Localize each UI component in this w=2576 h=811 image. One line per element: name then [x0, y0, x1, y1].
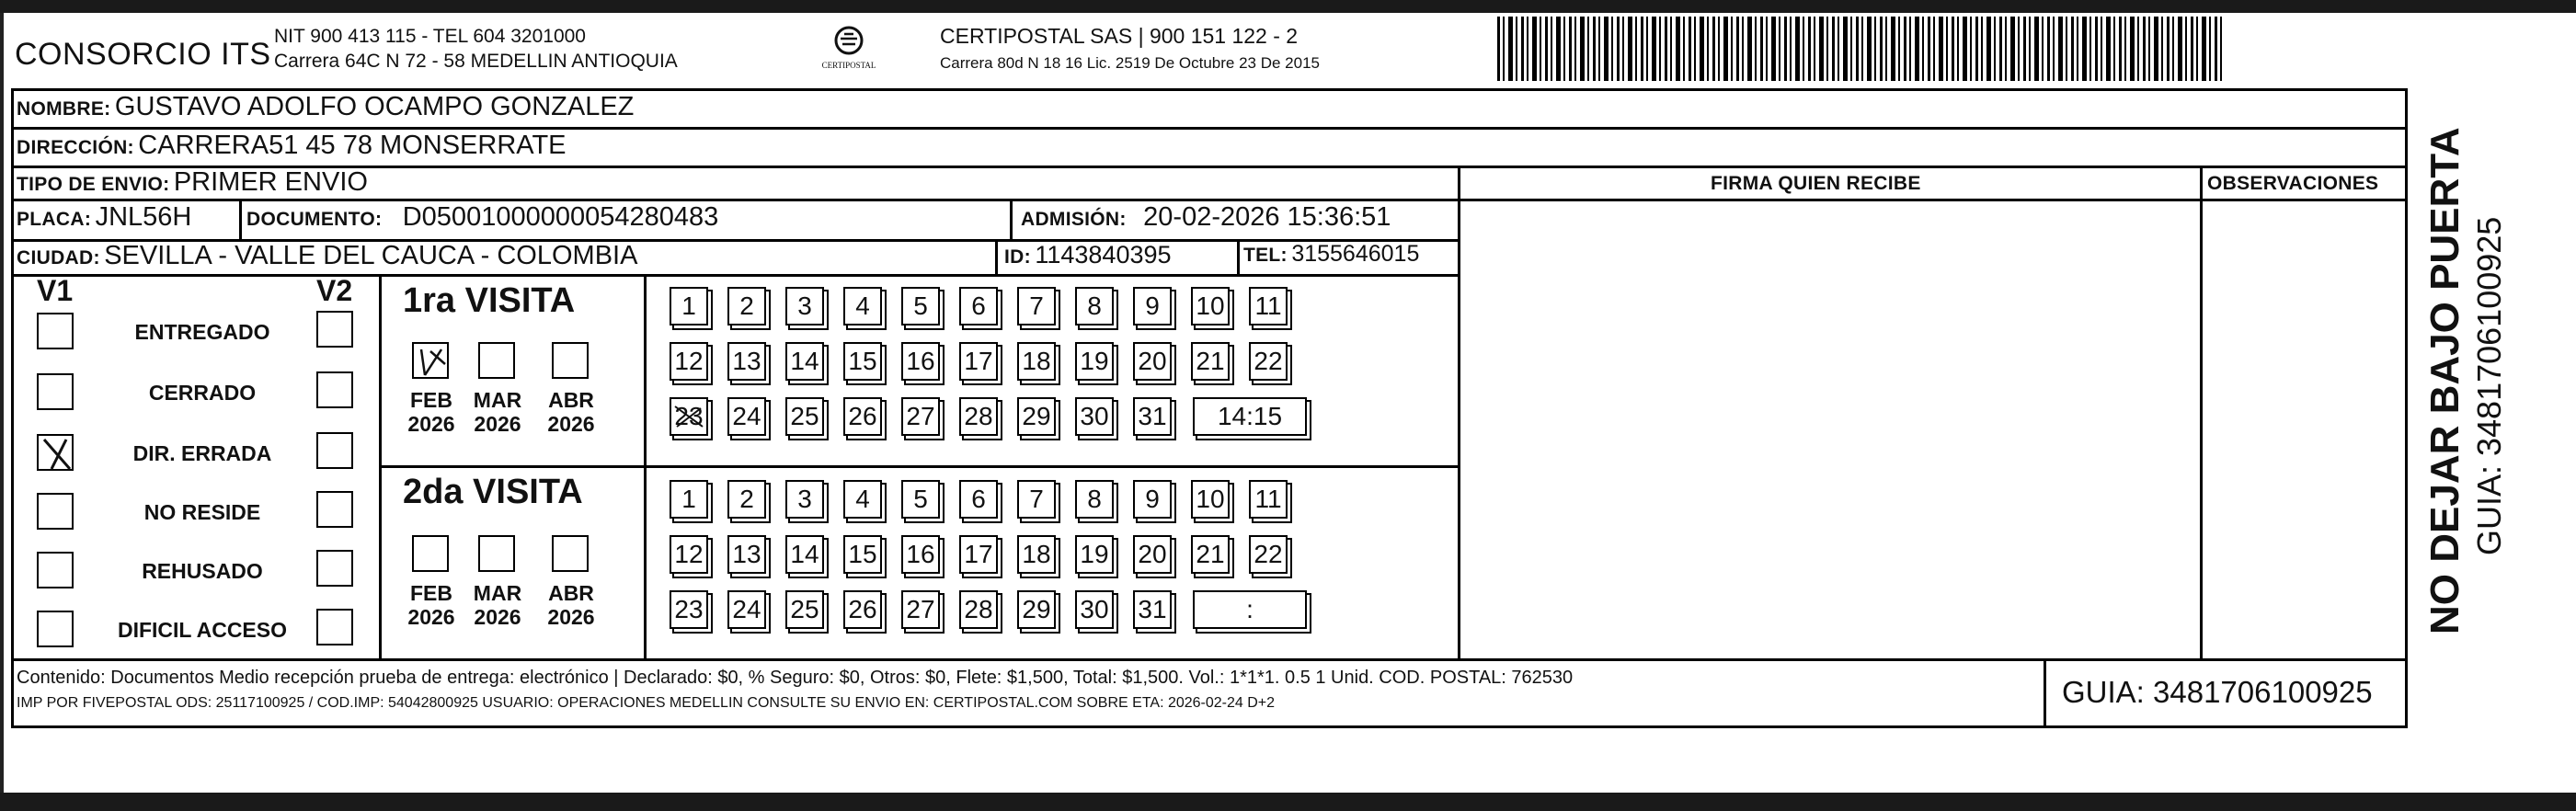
v2-checkbox[interactable]: [316, 550, 353, 587]
month-label: [403, 581, 460, 629]
month-checkbox[interactable]: [412, 342, 449, 379]
day-box[interactable]: 17: [959, 535, 998, 574]
day-box[interactable]: 15: [843, 535, 882, 574]
row-divider: [11, 274, 1460, 277]
month-year: 2026: [547, 605, 595, 629]
month-checkbox[interactable]: [478, 342, 515, 379]
day-box[interactable]: 19: [1075, 342, 1114, 381]
day-box[interactable]: 4: [843, 480, 882, 519]
month-name: MAR: [473, 388, 522, 412]
day-box[interactable]: 21: [1191, 535, 1230, 574]
direccion-row: [17, 131, 567, 161]
month-name: FEB: [410, 581, 452, 605]
day-box[interactable]: 27: [901, 397, 940, 436]
day-box[interactable]: 21: [1191, 342, 1230, 381]
month-checkbox[interactable]: [552, 342, 589, 379]
month-label: [469, 581, 526, 629]
day-box[interactable]: 3: [785, 480, 824, 519]
documento-cell: [246, 202, 718, 233]
left-edge-line: [0, 13, 4, 804]
day-box[interactable]: 1: [670, 480, 708, 519]
ciudad-cell: [17, 241, 637, 271]
day-box[interactable]: 14: [785, 535, 824, 574]
day-box[interactable]: 8: [1075, 287, 1114, 326]
visit2-title: 2da VISITA: [403, 473, 583, 511]
footer-line1: Contenido: Documentos Medio recepción prueba de entrega: electrónico | Declarado: $0, % Seguro: $0, Otros: $0, Flete: $1,500, Total: $1,500. Vol.: 1*1*1. 0.5 1 Unid. COD. POSTAL: 762530: [17, 668, 1574, 688]
day-box[interactable]: 28: [959, 397, 998, 436]
day-box[interactable]: 27: [901, 590, 940, 629]
day-box[interactable]: 8: [1075, 480, 1114, 519]
day-box[interactable]: 19: [1075, 535, 1114, 574]
documento-value: D05001000000054280483: [402, 202, 719, 232]
v2-checkbox[interactable]: [316, 311, 353, 348]
day-box[interactable]: 13: [727, 535, 766, 574]
row-divider: [11, 658, 2408, 661]
day-box[interactable]: 2: [727, 287, 766, 326]
month-label: [403, 388, 460, 436]
day-box[interactable]: 31: [1133, 590, 1172, 629]
day-box[interactable]: 16: [901, 342, 940, 381]
day-box[interactable]: 17: [959, 342, 998, 381]
day-box[interactable]: 9: [1133, 287, 1172, 326]
tipo-envio-label: TIPO DE ENVIO:: [17, 174, 170, 195]
v1-checkbox[interactable]: [37, 313, 74, 349]
cell-divider: [1237, 239, 1240, 274]
month-year: 2026: [474, 605, 521, 629]
admision-cell: [1021, 202, 1391, 233]
day-mark-scribble: [671, 399, 706, 434]
day-box[interactable]: 15: [843, 342, 882, 381]
observaciones-divider: [2200, 166, 2203, 658]
day-box[interactable]: 14: [785, 342, 824, 381]
day-box[interactable]: 4: [843, 287, 882, 326]
time-box[interactable]: :: [1193, 590, 1307, 629]
day-box[interactable]: 24: [727, 590, 766, 629]
day-box[interactable]: 13: [727, 342, 766, 381]
month-name: MAR: [473, 581, 522, 605]
day-box[interactable]: 18: [1017, 342, 1056, 381]
top-edge-bar: [0, 0, 2576, 13]
v2-checkbox[interactable]: [316, 432, 353, 469]
day-box[interactable]: 26: [843, 397, 882, 436]
footer-line2: IMP POR FIVEPOSTAL ODS: 25117100925 / COD.IMP: 54042800925 USUARIO: OPERACIONES MEDELLIN CONSULTE SU ENVIO EN: CERTIPOSTAL.COM SOBRE ETA: 2026-02-24 D+2: [17, 695, 1276, 711]
day-box[interactable]: 22: [1249, 535, 1288, 574]
id-cell: [1004, 241, 1172, 269]
v1-checkbox[interactable]: [37, 611, 74, 647]
day-box[interactable]: 10: [1191, 287, 1230, 326]
barcode: [1497, 17, 2224, 81]
month-checkbox[interactable]: [478, 535, 515, 572]
v1-checkbox[interactable]: [37, 434, 74, 471]
day-box[interactable]: 20: [1133, 342, 1172, 381]
cell-divider: [995, 239, 998, 274]
month-checkbox[interactable]: [552, 535, 589, 572]
day-box[interactable]: 7: [1017, 480, 1056, 519]
status-label: DIR. ERRADA: [132, 441, 272, 465]
visit-days-divider: [644, 274, 647, 658]
v2-checkbox[interactable]: [316, 491, 353, 528]
tel-cell: [1243, 241, 1419, 268]
day-box[interactable]: 16: [901, 535, 940, 574]
id-label: ID:: [1004, 246, 1031, 268]
day-box[interactable]: 23: [670, 397, 708, 436]
status-label: CERRADO: [148, 381, 257, 405]
day-box[interactable]: 7: [1017, 287, 1056, 326]
documento-label: DOCUMENTO:: [246, 209, 383, 230]
visit-divider: [379, 465, 1458, 468]
company-info: [274, 24, 678, 74]
day-box[interactable]: 9: [1133, 480, 1172, 519]
placa-label: PLACA:: [17, 209, 92, 230]
month-label: [543, 388, 600, 436]
status-label: NO RESIDE: [143, 500, 261, 524]
cell-divider: [239, 199, 242, 239]
v1-checkbox[interactable]: [37, 493, 74, 530]
day-box[interactable]: 2: [727, 480, 766, 519]
day-box[interactable]: 3: [785, 287, 824, 326]
tipo-envio-value: PRIMER ENVIO: [173, 167, 368, 197]
time-box[interactable]: 14:15: [1193, 397, 1307, 436]
day-box[interactable]: 25: [785, 397, 824, 436]
day-box[interactable]: 12: [670, 342, 708, 381]
month-label: [543, 581, 600, 629]
month-name: ABR: [548, 388, 594, 412]
v1-label: V1: [37, 274, 74, 307]
month-year: 2026: [407, 605, 455, 629]
row-divider: [11, 166, 2408, 168]
direccion-label: DIRECCIÓN:: [17, 137, 134, 158]
company-name: CONSORCIO ITS: [15, 37, 271, 72]
tel-label: TEL:: [1243, 245, 1288, 266]
row-divider: [11, 199, 2408, 201]
admision-value: 20-02-2026 15:36:51: [1143, 202, 1391, 232]
nombre-value: GUSTAVO ADOLFO OCAMPO GONZALEZ: [114, 92, 635, 121]
observaciones-header: OBSERVACIONES: [2207, 173, 2379, 194]
v1-checkbox[interactable]: [37, 552, 74, 588]
v2-checkbox[interactable]: [316, 371, 353, 408]
company-address: Carrera 64C N 72 - 58 MEDELLIN ANTIOQUIA: [274, 51, 678, 72]
day-box[interactable]: 26: [843, 590, 882, 629]
carrier-info: [940, 24, 1320, 73]
v1-checkbox[interactable]: [37, 373, 74, 410]
status-label: DIFICIL ACCESO: [117, 618, 287, 642]
day-box[interactable]: 12: [670, 535, 708, 574]
side-guia: GUIA: 3481706100925: [2470, 216, 2508, 555]
firma-header: FIRMA QUIEN RECIBE: [1711, 173, 1921, 194]
day-box[interactable]: 24: [727, 397, 766, 436]
month-name: ABR: [548, 581, 594, 605]
month-year: 2026: [474, 412, 521, 436]
company-nit: NIT 900 413 115 - TEL 604 3201000: [274, 26, 586, 47]
footer-guia: GUIA: 3481706100925: [2062, 675, 2373, 709]
bottom-edge-bar: [0, 793, 2576, 811]
status-label: ENTREGADO: [134, 320, 270, 344]
guia-divider: [2044, 658, 2046, 728]
status-label: REHUSADO: [142, 559, 263, 583]
day-box[interactable]: 28: [959, 590, 998, 629]
ciudad-label: CIUDAD:: [17, 247, 100, 268]
day-box[interactable]: 22: [1249, 342, 1288, 381]
day-box[interactable]: 11: [1249, 287, 1288, 326]
firma-divider: [1458, 166, 1460, 658]
carrier-name: CERTIPOSTAL SAS | 900 151 122 - 2: [940, 24, 1299, 48]
carrier-address: Carrera 80d N 18 16 Lic. 2519 De Octubre 23 De 2015: [940, 54, 1320, 72]
id-value: 1143840395: [1035, 241, 1172, 268]
v2-checkbox[interactable]: [316, 609, 353, 645]
day-box[interactable]: 1: [670, 287, 708, 326]
month-year: 2026: [407, 412, 455, 436]
visit1-title: 1ra VISITA: [403, 281, 576, 320]
month-label: [469, 388, 526, 436]
placa-cell: [17, 202, 191, 233]
direccion-value: CARRERA51 45 78 MONSERRATE: [138, 131, 567, 160]
admision-label: ADMISIÓN:: [1021, 209, 1127, 230]
day-box[interactable]: 29: [1017, 397, 1056, 436]
day-box[interactable]: 5: [901, 287, 940, 326]
day-box[interactable]: 31: [1133, 397, 1172, 436]
month-year: 2026: [547, 412, 595, 436]
day-box[interactable]: 25: [785, 590, 824, 629]
month-name: FEB: [410, 388, 452, 412]
day-box[interactable]: 29: [1017, 590, 1056, 629]
cell-divider: [1010, 199, 1013, 239]
month-checkbox[interactable]: [412, 535, 449, 572]
nombre-row: [17, 92, 634, 122]
tel-value: 3155646015: [1291, 241, 1420, 267]
day-box[interactable]: 23: [670, 590, 708, 629]
row-divider: [11, 127, 2408, 130]
day-box[interactable]: 30: [1075, 397, 1114, 436]
placa-value: JNL56H: [95, 202, 192, 232]
day-box[interactable]: 5: [901, 480, 940, 519]
tipo-envio-row: [17, 167, 368, 198]
day-box[interactable]: 11: [1249, 480, 1288, 519]
day-box[interactable]: 30: [1075, 590, 1114, 629]
ciudad-value: SEVILLA - VALLE DEL CAUCA - COLOMBIA: [104, 241, 638, 270]
certipostal-logo: CERTIPOSTAL: [817, 22, 881, 81]
day-box[interactable]: 6: [959, 480, 998, 519]
day-box[interactable]: 10: [1191, 480, 1230, 519]
nombre-label: NOMBRE:: [17, 98, 111, 120]
day-box[interactable]: 6: [959, 287, 998, 326]
day-box[interactable]: 18: [1017, 535, 1056, 574]
no-dejar-warning: NO DEJAR BAJO PUERTA: [2422, 127, 2467, 634]
v2-label: V2: [316, 274, 353, 307]
day-box[interactable]: 20: [1133, 535, 1172, 574]
